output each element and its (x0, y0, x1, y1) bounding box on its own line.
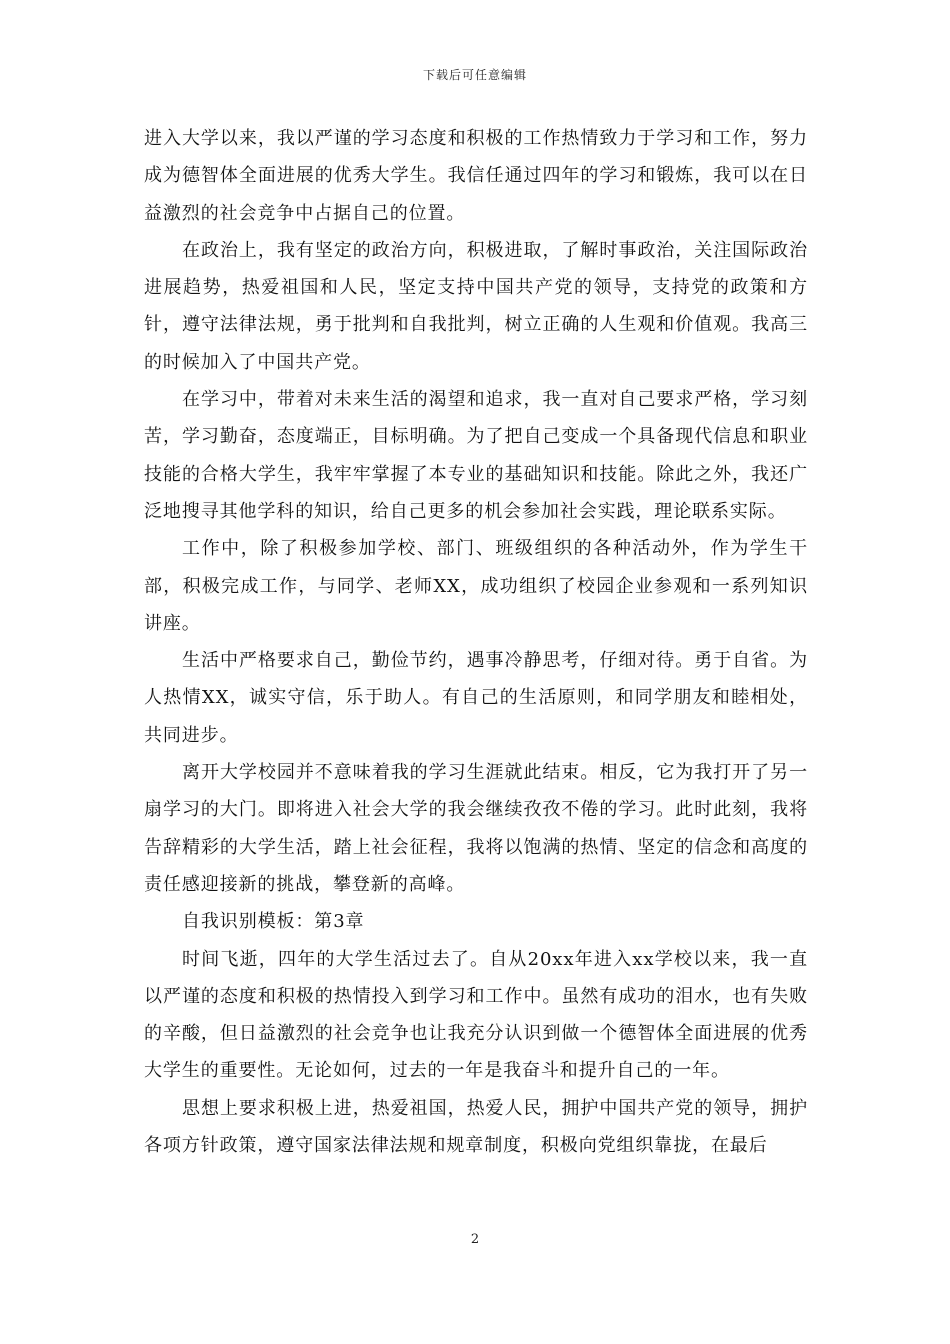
paragraph: 进入大学以来，我以严谨的学习态度和积极的工作热情致力于学习和工作，努力成为德智体全面进展的优秀大学生。我信任通过四年的学习和锻炼，我可以在日益激烈的社会竞争中占据自己的位置。 (144, 128, 808, 224)
paragraph: 思想上要求积极上进，热爱祖国，热爱人民，拥护中国共产党的领导，拥护各项方针政策，遵守国家法律法规和规章制度，积极向党组织靠拢，在最后 (144, 1097, 808, 1157)
paragraph: 时间飞逝，四年的大学生活过去了。自从20xx年进入xx学校以来，我一直以严谨的态度和积极的热情投入到学习和工作中。虽然有成功的泪水，也有失败的辛酸，但日益激烈的社会竞争也让我充分认识到做一个德智体全面进展的优秀大学生的重要性。无论如何，过去的一年是我奋斗和提升自己的一年。 (144, 948, 808, 1082)
header-note: 下载后可任意编辑 (422, 68, 527, 82)
paragraph: 离开大学校园并不意味着我的学习生涯就此结束。相反，它为我打开了另一扇学习的大门。即将进入社会大学的我会继续孜孜不倦的学习。此时此刻，我将告辞精彩的大学生活，踏上社会征程，我将以饱满的热情、坚定的信念和高度的责任感迎接新的挑战，攀登新的高峰。 (144, 762, 808, 895)
page-number: 2 (470, 1232, 480, 1247)
document-body (144, 120, 808, 1164)
paragraph: 在学习中，带着对未来生活的渴望和追求，我一直对自己要求严格，学习刻苦，学习勤奋，态度端正，目标明确。为了把自己变成一个具备现代信息和职业技能的合格大学生，我牢牢掌握了本专业的基础知识和技能。除此之外，我还广泛地搜寻其他学科的知识，给自己更多的机会参加社会实践，理论联系实际。 (144, 389, 808, 522)
section-heading: 自我识别模板：第3章 (182, 911, 365, 933)
paragraph: 在政治上，我有坚定的政治方向，积极进取，了解时事政治，关注国际政治进展趋势，热爱祖国和人民，坚定支持中国共产党的领导，支持党的政策和方针，遵守法律法规，勇于批判和自我批判，树立正确的人生观和价值观。我高三的时候加入了中国共产党。 (144, 239, 808, 373)
paragraph: 工作中，除了积极参加学校、部门、班级组织的各种活动外，作为学生干部，积极完成工作，与同学、老师XX，成功组织了校园企业参观和一系列知识讲座。 (144, 538, 808, 634)
paragraph: 生活中严格要求自己，勤俭节约，遇事冷静思考，仔细对待。勇于自省。为人热情XX，诚实守信，乐于助人。有自己的生活原则，和同学朋友和睦相处，共同进步。 (144, 650, 808, 746)
